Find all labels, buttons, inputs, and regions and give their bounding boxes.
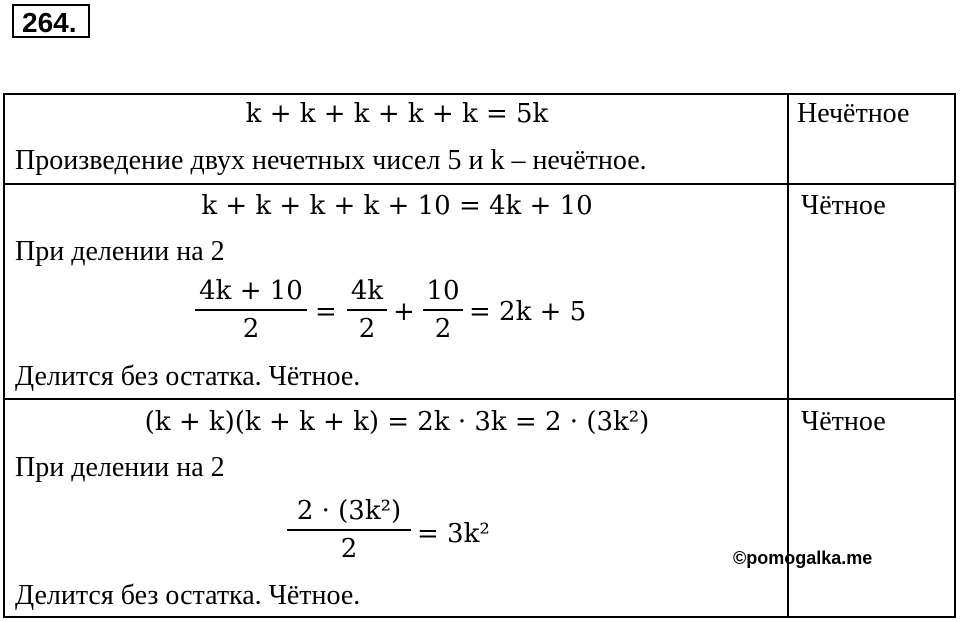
fraction-denominator: 2 [242,314,260,344]
row2-fraction-2 [347,275,387,345]
plus-sign: + [393,297,415,327]
fraction-denominator: 2 [340,534,358,564]
row1-text: Произведение двух нечетных чисел 5 и k – нечётное. [15,145,647,176]
row1-equation: k + k + k + k + k = 5k [245,99,549,129]
row3-equation: (k + k)(k + k + k) = 2k · 3k = 2 · (3k²) [144,407,650,437]
problem-number: 264. [12,4,90,38]
row2-fraction-main [195,275,307,345]
row1-verdict: Нечётное [797,98,910,129]
row3-conclusion: Делится без остатка. Чётное. [15,580,361,611]
fraction-denominator: 2 [434,314,452,344]
row2-conclusion: Делится без остатка. Чётное. [15,361,361,392]
fraction-bar [423,309,463,311]
row2-verdict: Чётное [801,190,886,221]
fraction-numerator: 10 [426,276,460,306]
row3-fraction-main [287,495,411,565]
row3-verdict: Чётное [801,406,886,437]
row-divider-1 [5,183,954,185]
fraction-bar [347,309,387,311]
fraction-numerator: 2 · (3k²) [296,496,402,526]
row2-equation: k + k + k + k + 10 = 4k + 10 [201,191,593,221]
fraction-bar [287,529,411,531]
fraction-bar [195,309,307,311]
fraction-numerator: 4k + 10 [199,276,303,306]
row3-result: = 3k² [417,519,490,549]
fraction-numerator: 4k [350,276,384,306]
row2-fraction-3 [423,275,463,345]
equals-sign: = [315,297,337,327]
watermark: ©pomogalka.me [733,548,873,568]
row3-text-division: При делении на 2 [15,452,225,483]
fraction-denominator: 2 [358,314,376,344]
row2-result: = 2k + 5 [469,297,587,327]
column-divider [787,95,789,616]
row-divider-2 [5,398,954,400]
solution-table [3,93,956,618]
row2-text-division: При делении на 2 [15,236,225,267]
